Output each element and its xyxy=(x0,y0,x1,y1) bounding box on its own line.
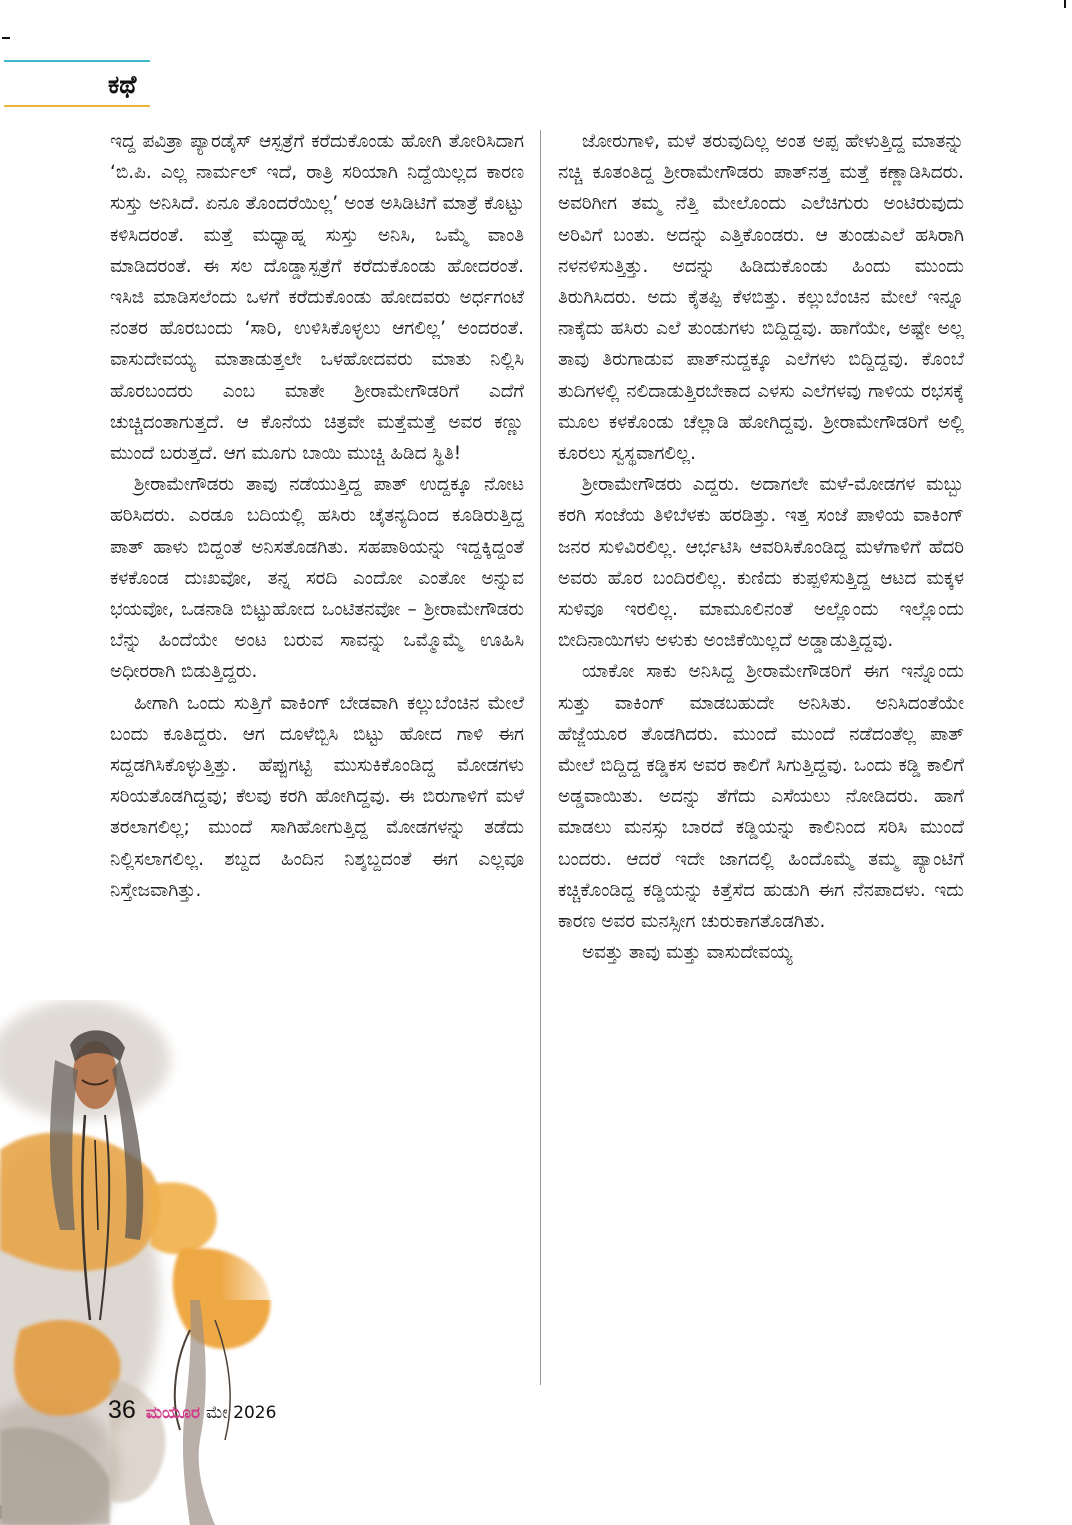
paragraph: ಇದ್ದ ಪವಿತ್ರಾ ಪ್ಯಾರಡೈಸ್ ಆಸ್ಪತ್ರೆಗೆ ಕರೆದುಕೊಂಡು ಹೋಗಿ ತೋರಿಸಿದಾಗ ‘ಬಿ.ಪಿ. ಎಲ್ಲ ನಾರ್ಮಲ್ ಇದೆ, ರಾತ್ರಿ ಸರಿಯಾಗಿ ನಿದ್ದೆಯಿಲ್ಲದ ಕಾರಣ ಸುಸ್ತು ಅನಿಸಿದೆ. ಏನೂ ತೊಂದರೆಯಿಲ್ಲ’ ಅಂತ ಅಸಿಡಿಟಿಗೆ ಮಾತ್ರೆ ಕೊಟ್ಟು ಕಳಿಸಿದರಂತೆ. ಮತ್ತೆ ಮಧ್ಯಾಹ್ನ ಸುಸ್ತು ಅನಿಸಿ, ಒಮ್ಮೆ ವಾಂತಿ ಮಾಡಿದರಂತೆ. ಈ ಸಲ ದೊಡ್ಡಾಸ್ಪತ್ರೆಗೆ ಕರೆದುಕೊಂಡು ಹೋದರಂತೆ. ಇಸಿಜಿ ಮಾಡಿಸಲೆಂದು ಒಳಗೆ ಕರೆದುಕೊಂಡು ಹೋದವರು ಅರ್ಧಗಂಟೆ ನಂತರ ಹೊರಬಂದು ‘ಸಾರಿ, ಉಳಿಸಿಕೊಳ್ಳಲು ಆಗಲಿಲ್ಲ’ ಅಂದರಂತೆ. ವಾಸುದೇವಯ್ಯ ಮಾತಾಡುತ್ತಲೇ ಒಳಹೋದವರು ಮಾತು ನಿಲ್ಲಿಸಿ ಹೊರಬಂದರು ಎಂಬ ಮಾತೇ ಶ್ರೀರಾಮೇಗೌಡರಿಗೆ ಎದೆಗೆ ಚುಚ್ಚಿದಂತಾಗುತ್ತದೆ. ಆ ಕೊನೆಯ ಚಿತ್ರವೇ ಮತ್ತೆಮತ್ತೆ ಅವರ ಕಣ್ಣು ಮುಂದೆ ಬರುತ್ತದೆ. ಆಗ ಮೂಗು ಬಾಯಿ ಮುಚ್ಚಿ ಹಿಡಿದ ಸ್ಥಿತಿ! xyxy=(110,131,524,465)
crop-mark-top xyxy=(2,37,10,39)
paragraph: ಅವತ್ತು ತಾವು ಮತ್ತು ವಾಸುದೇವಯ್ಯ xyxy=(582,942,793,964)
paragraph: ಯಾಕೋ ಸಾಕು ಅನಿಸಿದ್ದ ಶ್ರೀರಾಮೇಗೌಡರಿಗೆ ಈಗ ಇನ್ನೊಂದು ಸುತ್ತು ವಾಕಿಂಗ್ ಮಾಡಬಹುದೇ ಅನಿಸಿತು. ಅನಿಸಿದಂತೆಯೇ ಹೆಜ್ಜೆಯೂರ ತೊಡಗಿದರು. ಮುಂದೆ ಮುಂದೆ ನಡೆದಂತೆಲ್ಲ ಪಾತ್ ಮೇಲೆ ಬಿದ್ದಿದ್ದ ಕಡ್ಡಿಕಸ ಅವರ ಕಾಲಿಗೆ ಸಿಗುತ್ತಿದ್ದವು. ಒಂದು ಕಡ್ಡಿ ಕಾಲಿಗೆ ಅಡ್ಡವಾಯಿತು. ಅದನ್ನು ತೆಗೆದು ಎಸೆಯಲು ನೋಡಿದರು. ಹಾಗೆ ಮಾಡಲು ಮನಸ್ಸು ಬಾರದೆ ಕಡ್ಡಿಯನ್ನು ಕಾಲಿನಿಂದ ಸರಿಸಿ ಮುಂದೆ ಬಂದರು. ಆದರೆ ಇದೇ ಜಾಗದಲ್ಲಿ ಹಿಂದೊಮ್ಮೆ ತಮ್ಮ ಪ್ಯಾಂಟಿಗೆ ಕಚ್ಚಿಕೊಂಡಿದ್ದ ಕಡ್ಡಿಯನ್ನು ಕಿತ್ತೆಸೆದ ಹುಡುಗಿ ಈಗ ನೆನಪಾದಳು. ಇದು ಕಾರಣ ಅವರ ಮನಸ್ಸೀಗ ಚುರುಕಾಗತೊಡಗಿತು. xyxy=(558,661,964,933)
page-number: 36 xyxy=(108,1396,136,1424)
column-divider xyxy=(540,130,541,1385)
crop-mark-top-right xyxy=(1064,0,1066,8)
paragraph: ಶ್ರೀರಾಮೇಗೌಡರು ತಾವು ನಡೆಯುತ್ತಿದ್ದ ಪಾತ್ ಉದ್ದಕ್ಕೂ ನೋಟ ಹರಿಸಿದರು. ಎರಡೂ ಬದಿಯಲ್ಲಿ ಹಸಿರು ಚೈತನ್ಯದಿಂದ ಕೂಡಿರುತ್ತಿದ್ದ ಪಾತ್ ಹಾಳು ಬಿದ್ದಂತೆ ಅನಿಸತೊಡಗಿತು. ಸಹಪಾಠಿಯನ್ನು ಇದ್ದಕ್ಕಿದ್ದಂತೆ ಕಳಕೊಂಡ ದುಃಖವೋ, ತನ್ನ ಸರದಿ ಎಂದೋ ಎಂತೋ ಅನ್ನುವ ಭಯವೋ, ಒಡನಾಡಿ ಬಿಟ್ಟುಹೋದ ಒಂಟಿತನವೋ – ಶ್ರೀರಾಮೇಗೌಡರು ಬೆನ್ನು ಹಿಂದೆಯೇ ಅಂಟ ಬರುವ ಸಾವನ್ನು ಒಮ್ಮೊಮ್ಮೆ ಊಹಿಸಿ ಅಧೀರರಾಗಿ ಬಿಡುತ್ತಿದ್ದರು. xyxy=(110,474,524,683)
issue-date: ಮೇ 2026 xyxy=(206,1403,277,1423)
header-rule-bottom xyxy=(4,105,150,107)
section-label: ಕಥೆ xyxy=(108,70,137,99)
page-footer xyxy=(108,1396,276,1430)
paragraph: ಹೀಗಾಗಿ ಒಂದು ಸುತ್ತಿಗೆ ವಾಕಿಂಗ್ ಬೇಡವಾಗಿ ಕಲ್ಲುಬೆಂಚಿನ ಮೇಲೆ ಬಂದು ಕೂತಿದ್ದರು. ಆಗ ದೂಳೆಬ್ಬಿಸಿ ಬಿಟ್ಟು ಹೋದ ಗಾಳಿ ಈಗ ಸದ್ದಡಗಿಸಿಕೊಳ್ಳುತ್ತಿತ್ತು. ಹೆಪ್ಪುಗಟ್ಟಿ ಮುಸುಕಿಕೊಂಡಿದ್ದ ಮೋಡಗಳು ಸರಿಯತೊಡಗಿದ್ದವು; ಕೆಲವು ಕರಗಿ ಹೋಗಿದ್ದವು. ಈ ಬಿರುಗಾಳಿಗೆ ಮಳೆ ತರಲಾಗಲಿಲ್ಲ; ಮುಂದೆ ಸಾಗಿಹೋಗುತ್ತಿದ್ದ ಮೋಡಗಳನ್ನು ತಡೆದು ನಿಲ್ಲಿಸಲಾಗಲಿಲ್ಲ. ಶಬ್ದದ ಹಿಂದಿನ ನಿಶ್ಶಬ್ದದಂತೆ ಈಗ ಎಲ್ಲವೂ ನಿಸ್ತೇಜವಾಗಿತ್ತು. xyxy=(110,692,524,901)
magazine-name: ಮಯೂರ xyxy=(145,1403,201,1423)
left-column xyxy=(110,126,524,1379)
paragraph: ಜೋರುಗಾಳಿ, ಮಳೆ ತರುವುದಿಲ್ಲ ಅಂತ ಅಪ್ಪ ಹೇಳುತ್ತಿದ್ದ ಮಾತನ್ನು ನಚ್ಚಿ ಕೂತಂತಿದ್ದ ಶ್ರೀರಾಮೇಗೌಡರು ಪಾತ್‌ನತ್ತ ಮತ್ತೆ ಕಣ್ಣಾಡಿಸಿದರು. ಅವರಿಗೀಗ ತಮ್ಮ ನೆತ್ತಿ ಮೇಲೊಂದು ಎಲೆಚಿಗುರು ಅಂಟಿರುವುದು ಅರಿವಿಗೆ ಬಂತು. ಅದನ್ನು ಎತ್ತಿಕೊಂಡರು. ಆ ತುಂಡುಎಲೆ ಹಸಿರಾಗಿ ನಳನಳಿಸುತ್ತಿತ್ತು. ಅದನ್ನು ಹಿಡಿದುಕೊಂಡು ಹಿಂದು ಮುಂದು ತಿರುಗಿಸಿದರು. ಅದು ಕೈತಪ್ಪಿ ಕೆಳಬಿತ್ತು. ಕಲ್ಲುಬೆಂಚಿನ ಮೇಲೆ ಇನ್ನೂ ನಾಕೈದು ಹಸಿರು ಎಲೆ ತುಂಡುಗಳು ಬಿದ್ದಿದ್ದವು. ಹಾಗೆಯೇ, ಅಷ್ಟೇ ಅಲ್ಲ ತಾವು ತಿರುಗಾಡುವ ಪಾತ್‌ನುದ್ದಕ್ಕೂ ಎಲೆಗಳು ಬಿದ್ದಿದ್ದವು. ಕೊಂಬೆ ತುದಿಗಳಲ್ಲಿ ನಲಿದಾಡುತ್ತಿರಬೇಕಾದ ಎಳಸು ಎಲೆಗಳವು ಗಾಳಿಯ ರಭಸಕ್ಕೆ ಮೂಲ ಕಳಕೊಂಡು ಚೆಲ್ಲಾಡಿ ಹೋಗಿದ್ದವು. ಶ್ರೀರಾಮೇಗೌಡರಿಗೆ ಅಲ್ಲಿ ಕೂರಲು ಸ್ವಸ್ಥವಾಗಲಿಲ್ಲ. xyxy=(558,131,964,465)
paragraph: ಶ್ರೀರಾಮೇಗೌಡರು ಎದ್ದರು. ಅದಾಗಲೇ ಮಳೆ-ಮೋಡಗಳ ಮಬ್ಬು ಕರಗಿ ಸಂಜೆಯ ತಿಳಿಬೆಳಕು ಹರಡಿತ್ತು. ಇತ್ತ ಸಂಜೆ ಪಾಳಿಯ ವಾಕಿಂಗ್ ಜನರ ಸುಳಿವಿರಲಿಲ್ಲ. ಆರ್ಭಟಿಸಿ ಆವರಿಸಿಕೊಂಡಿದ್ದ ಮಳೆಗಾಳಿಗೆ ಹೆದರಿ ಅವರು ಹೊರ ಬಂದಿರಲಿಲ್ಲ. ಕುಣಿದು ಕುಪ್ಪಳಿಸುತ್ತಿದ್ದ ಆಟದ ಮಕ್ಕಳ ಸುಳಿವೂ ಇರಲಿಲ್ಲ. ಮಾಮೂಲಿನಂತೆ ಅಲ್ಲೊಂದು ಇಲ್ಲೊಂದು ಬೀದಿನಾಯಿಗಳು ಅಳುಕು ಅಂಜಿಕೆಯಿಲ್ಲದೆ ಅಡ್ಡಾಡುತ್ತಿದ್ದವು. xyxy=(558,474,964,652)
header-rule-top xyxy=(4,60,150,62)
section-header xyxy=(0,58,152,108)
right-column xyxy=(558,126,964,968)
